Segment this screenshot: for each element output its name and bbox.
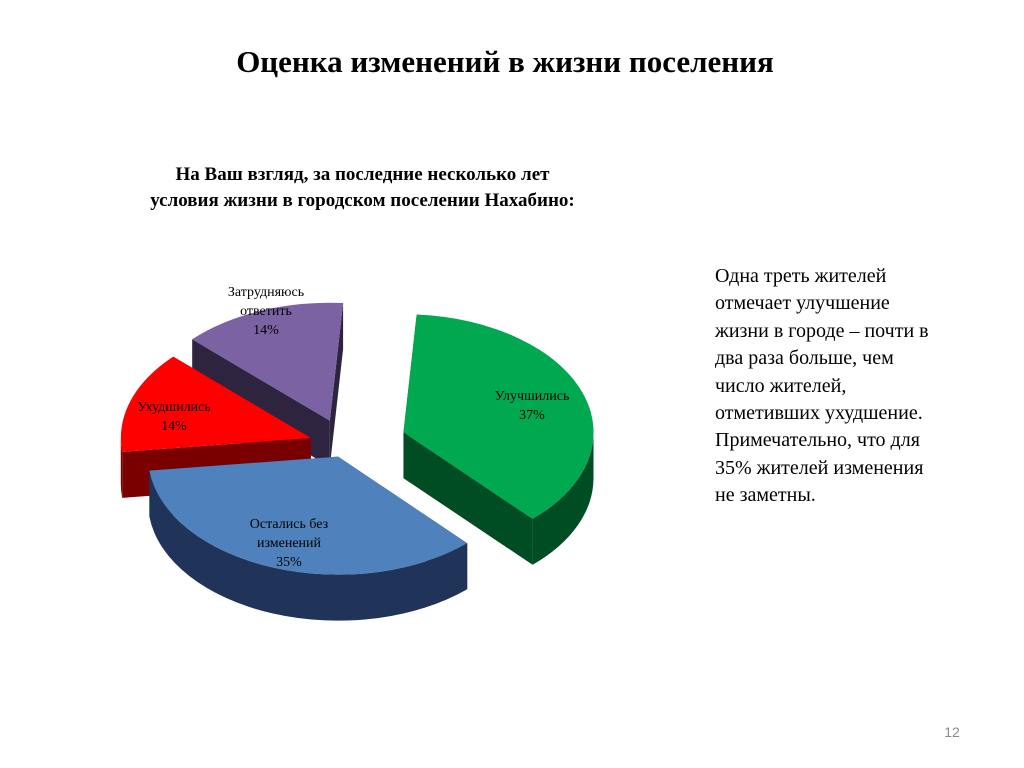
slide-title: Оценка изменений в жизни поселения: [236, 44, 774, 79]
commentary-line: 35% жителей изменения: [715, 456, 924, 479]
pie-slice-value: 37%: [519, 408, 545, 423]
pie-slice-name: Затрудняюсь: [227, 285, 305, 300]
pie-slice-value: 14%: [161, 419, 187, 434]
pie-slice-value: 14%: [253, 323, 279, 338]
page-number: 12: [944, 724, 960, 740]
pie-slice-name: Остались без: [249, 517, 329, 532]
commentary-line: Примечательно, что для: [715, 429, 920, 452]
commentary-line: жизни в городе – почти в: [715, 319, 929, 342]
commentary-line: Одна треть жителей: [715, 265, 887, 287]
commentary-line: отметивших ухудшение.: [715, 402, 923, 425]
commentary-line: два раза больше, чем: [715, 347, 894, 370]
commentary-line: не заметны.: [715, 484, 816, 507]
chart-title-line-1: На Ваш взгляд, за последние несколько лет: [175, 164, 550, 185]
pie-slice-name: ответить: [240, 304, 292, 319]
commentary-line: отмечает улучшение: [715, 292, 890, 315]
pie-slice-name: изменений: [256, 536, 322, 551]
pie-slice-value: 35%: [276, 555, 302, 570]
pie-slice-name: Ухудшились: [137, 400, 211, 415]
chart-title-line-2: условия жизни в городском поселении Нахабино:: [150, 190, 575, 211]
commentary-line: число жителей,: [715, 374, 847, 397]
commentary-text: [715, 263, 985, 510]
pie-slice-name: Улучшились: [494, 389, 570, 404]
